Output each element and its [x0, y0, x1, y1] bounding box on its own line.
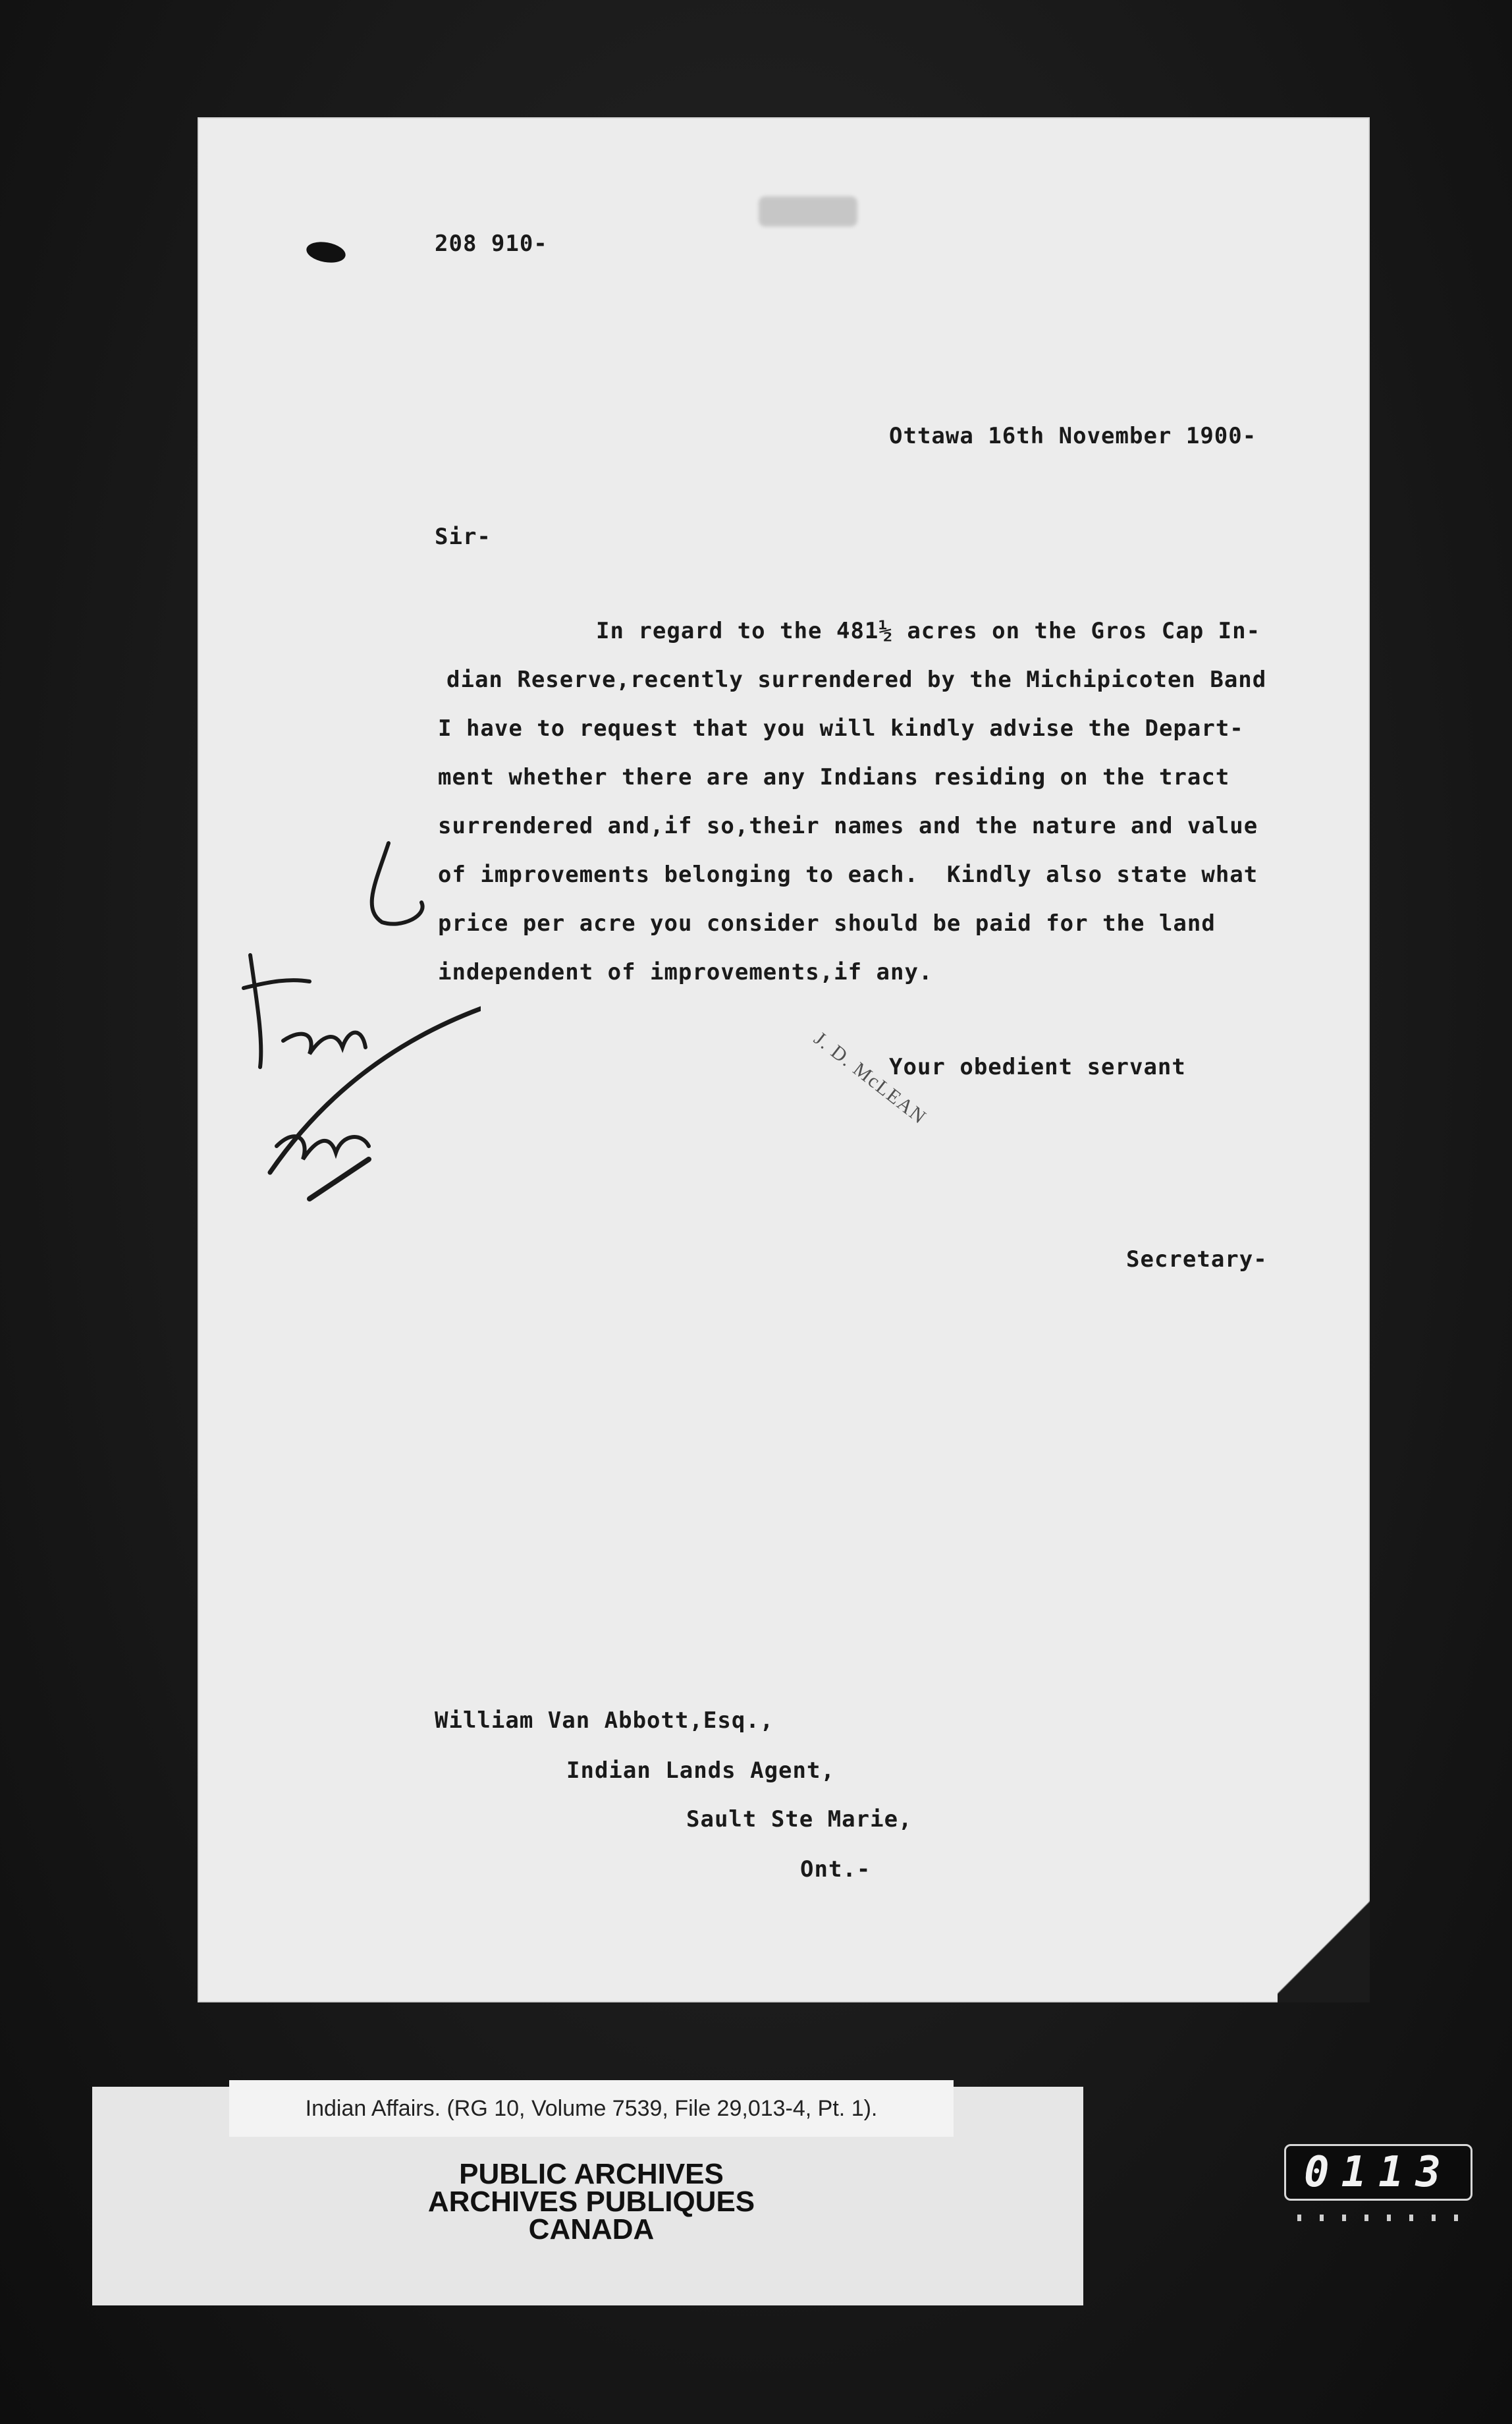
closing: Your obedient servant: [889, 1054, 1186, 1080]
file-number: 208 910-: [435, 231, 548, 257]
address-line: Sault Ste Marie,: [686, 1806, 913, 1832]
body-line: dian Reserve,recently surrendered by the Michipicoten Band: [446, 667, 1267, 693]
film-ticks: [1297, 2215, 1462, 2221]
date-line: Ottawa 16th November 1900-: [889, 423, 1257, 449]
archive-title-line: PUBLIC ARCHIVES: [459, 2158, 724, 2190]
archive-reference: Indian Affairs. (RG 10, Volume 7539, File 29,013-4, Pt. 1).: [229, 2080, 954, 2137]
body-line: price per acre you consider should be paid for the land: [438, 910, 1216, 937]
handwritten-notation: [33, 830, 481, 1252]
body-line: I have to request that you will kindly advise the Depart-: [438, 715, 1244, 742]
archive-title-line: CANADA: [528, 2213, 655, 2245]
signature-stamp: J. D. McLEAN: [809, 1028, 931, 1129]
body-line: of improvements belonging to each. Kindly also state what: [438, 862, 1258, 888]
archive-title-line: ARCHIVES PUBLIQUES: [427, 2186, 755, 2218]
folded-corner: [1278, 1890, 1370, 2002]
signer-title: Secretary-: [1126, 1246, 1268, 1273]
address-line: William Van Abbott,Esq.,: [435, 1707, 774, 1734]
address-line: Indian Lands Agent,: [566, 1757, 835, 1784]
faded-stamp: [759, 196, 857, 227]
archive-title: [229, 2158, 954, 2245]
body-line: ment whether there are any Indians residing on the tract: [438, 764, 1230, 790]
salutation: Sir-: [435, 524, 491, 550]
body-line: In regard to the 481½ acres on the Gros Cap In-: [596, 618, 1261, 644]
address-line: Ont.-: [800, 1856, 871, 1883]
body-line: independent of improvements,if any.: [438, 959, 933, 985]
ink-blot: [305, 239, 347, 265]
body-line: surrendered and,if so,their names and the nature and value: [438, 813, 1258, 839]
frame-number: 0113: [1284, 2144, 1472, 2201]
